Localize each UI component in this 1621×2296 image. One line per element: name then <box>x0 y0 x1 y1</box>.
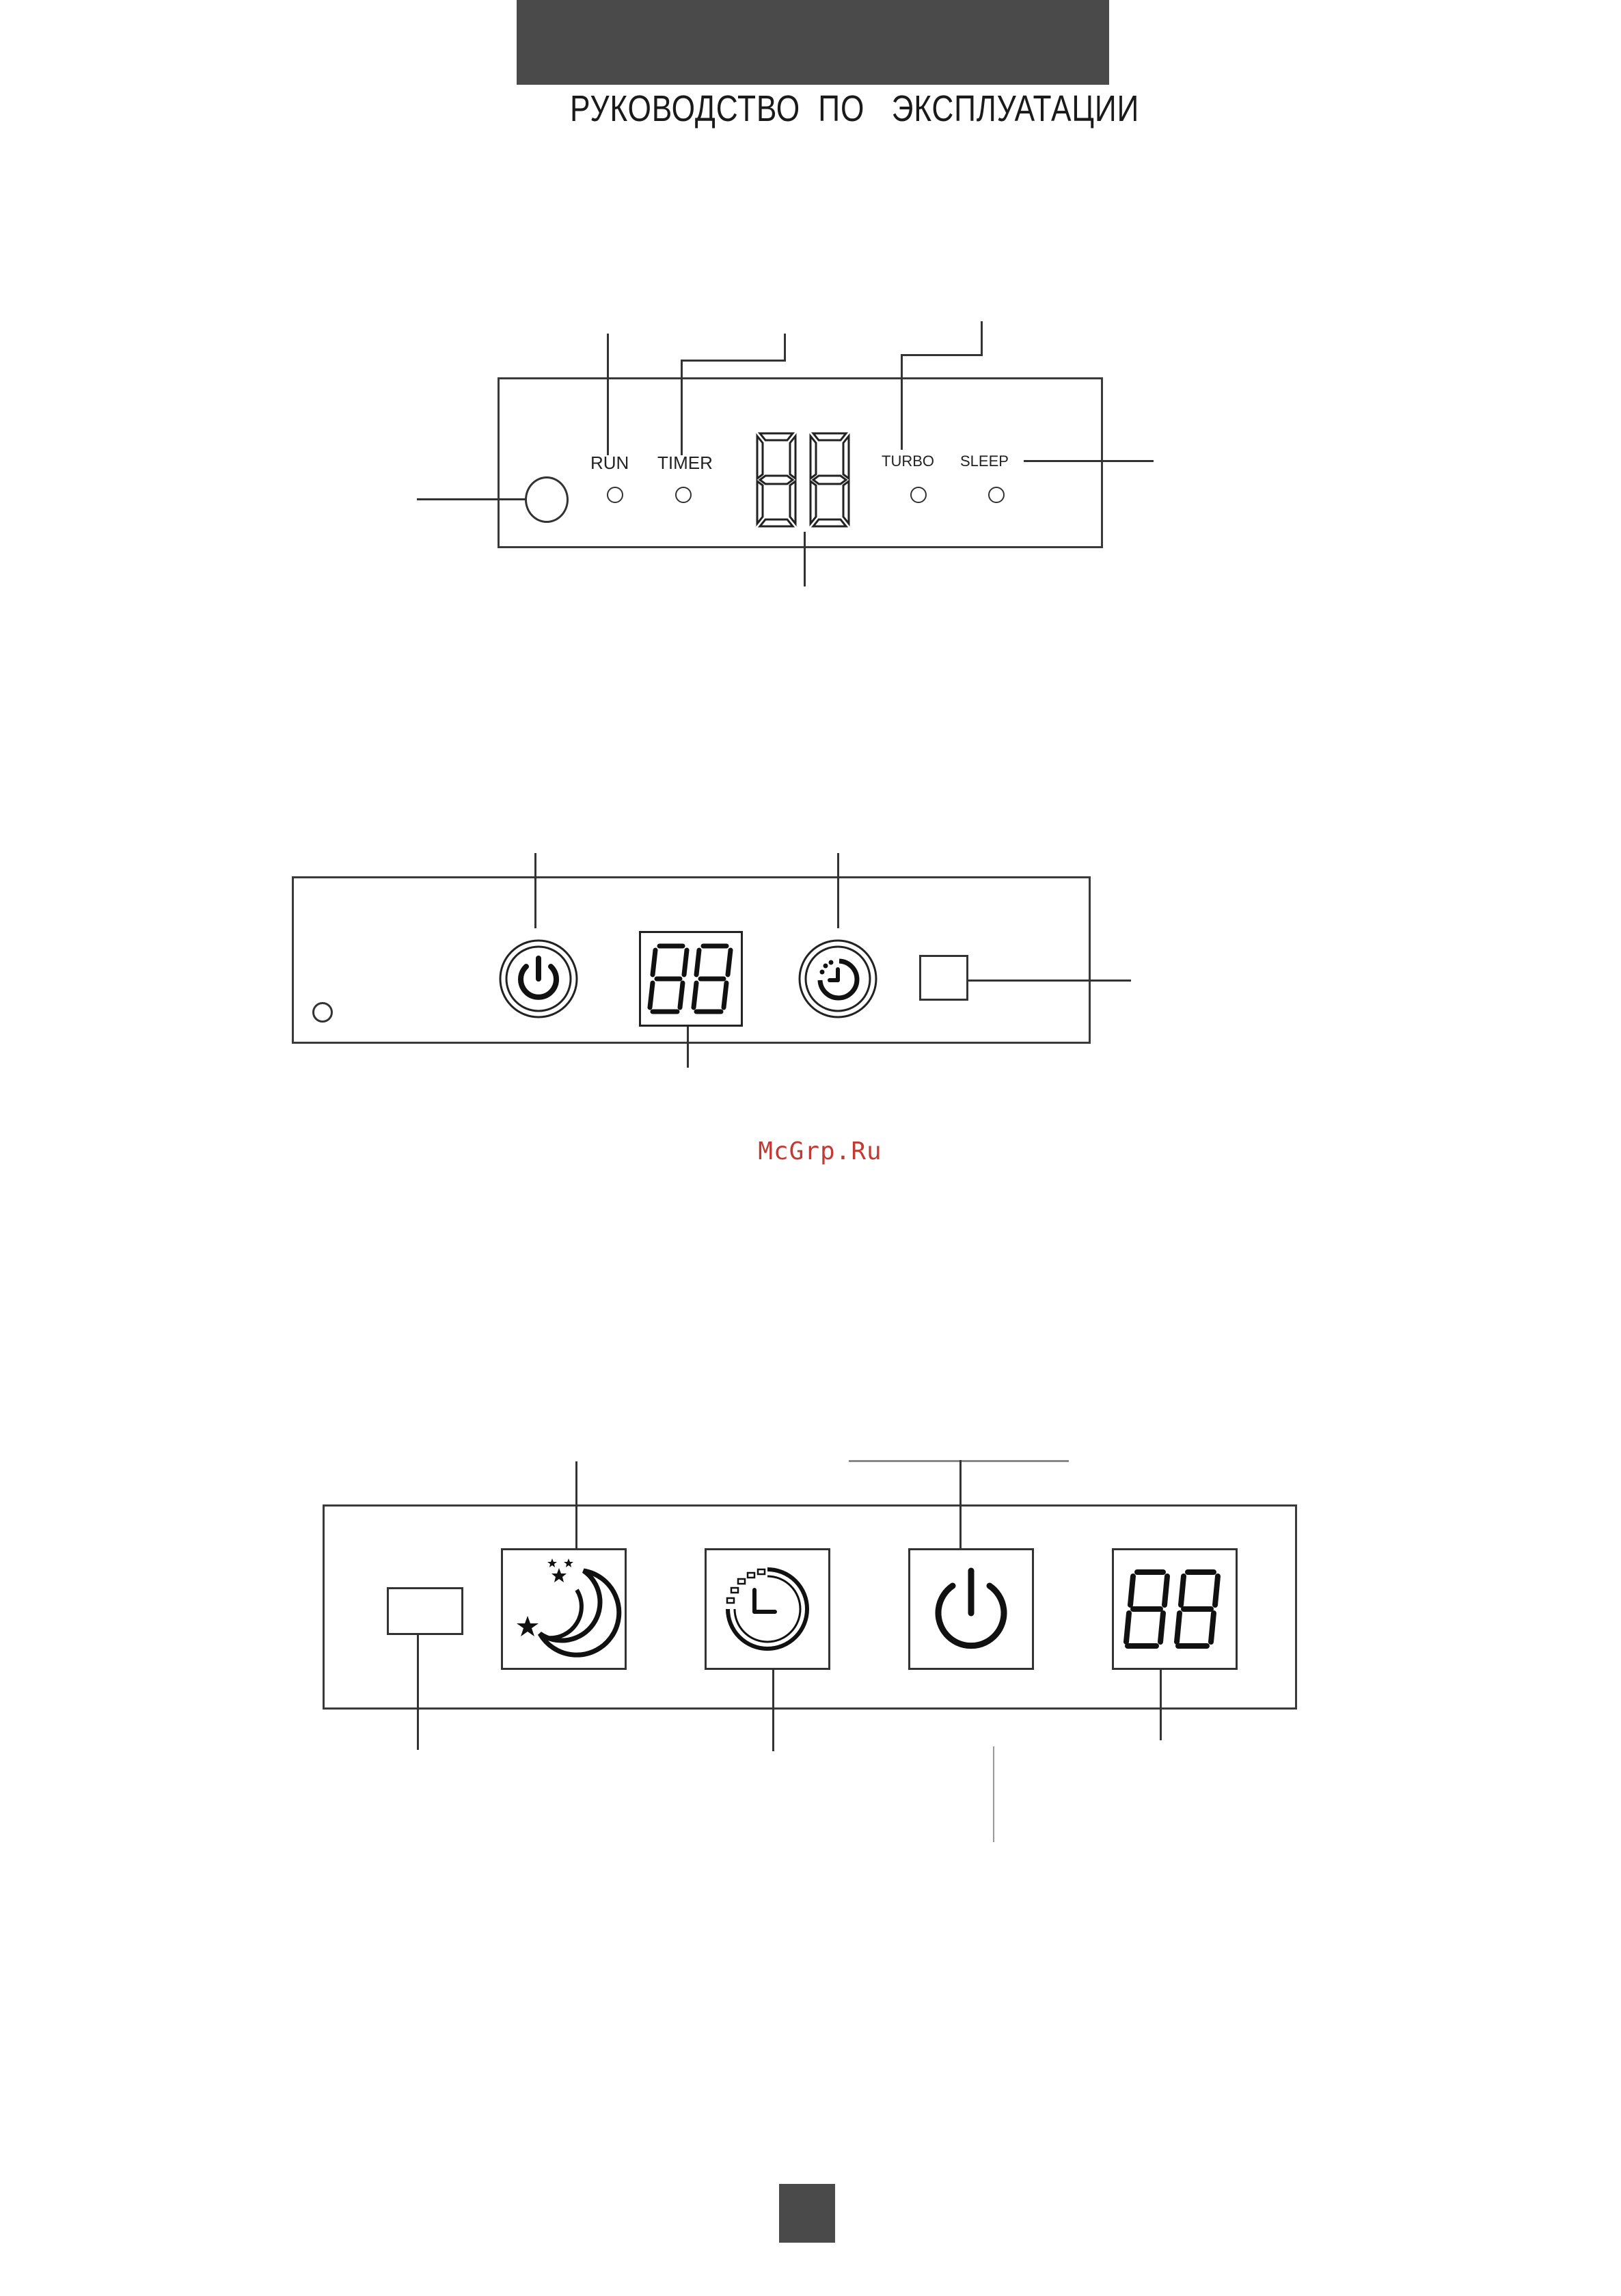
segment-display-3 <box>1114 1550 1236 1668</box>
power-icon <box>910 1550 1032 1668</box>
page-number-block <box>779 2184 835 2243</box>
callout-line-timer <box>784 334 786 361</box>
watermark: McGrp.Ru <box>758 1137 882 1165</box>
callout-line-turbo-v <box>901 354 903 450</box>
run-label: RUN <box>590 453 629 473</box>
segment-display-3-frame <box>1112 1548 1238 1670</box>
callout-line-display-2 <box>687 1027 689 1068</box>
timer-led <box>675 487 692 503</box>
sleep-label: SLEEP <box>960 453 1009 470</box>
header-bar <box>517 0 1109 85</box>
sleep-led <box>988 487 1005 503</box>
segment-display-2 <box>647 941 736 1017</box>
callout-line-timer-3 <box>772 1666 774 1751</box>
callout-line-turbo-h <box>901 354 983 356</box>
callout-line-power-3-h <box>849 1460 1069 1462</box>
callout-line-sleep <box>1024 460 1154 462</box>
sleep-button[interactable] <box>501 1548 627 1670</box>
timer-button-3[interactable] <box>705 1548 830 1670</box>
power-button-3[interactable] <box>908 1548 1034 1670</box>
callout-line-button-2 <box>967 980 1131 982</box>
moon-stars-icon <box>503 1550 625 1668</box>
callout-line-timer-v <box>681 360 683 455</box>
ir-receiver <box>525 476 569 523</box>
timer-label: TIMER <box>657 453 713 473</box>
callout-line-turbo <box>981 321 983 355</box>
run-led <box>607 487 623 503</box>
segment-display-1 <box>752 429 861 530</box>
callout-line-timer-2 <box>837 853 839 928</box>
callout-line-power-2 <box>534 853 536 928</box>
timer-button-2[interactable] <box>797 938 879 1020</box>
timer-clock-icon <box>707 1550 828 1668</box>
indicator-dot <box>312 1002 333 1023</box>
callout-line-run <box>607 334 609 455</box>
callout-line-display-3 <box>1160 1666 1162 1740</box>
callout-line-button-3 <box>417 1620 419 1750</box>
callout-line-timer-h <box>681 360 786 362</box>
turbo-led <box>910 487 927 503</box>
power-button-2[interactable] <box>498 938 580 1020</box>
callout-line-sensor <box>417 498 526 500</box>
callout-line-extra-3 <box>993 1746 994 1842</box>
callout-line-display-1 <box>804 532 806 586</box>
turbo-label: TURBO <box>882 453 934 470</box>
page-title: РУКОВОДСТВО ПО ЭКСПЛУАТАЦИИ <box>570 88 1140 129</box>
mode-button-2[interactable] <box>919 955 968 1001</box>
mode-button-3[interactable] <box>387 1587 463 1635</box>
